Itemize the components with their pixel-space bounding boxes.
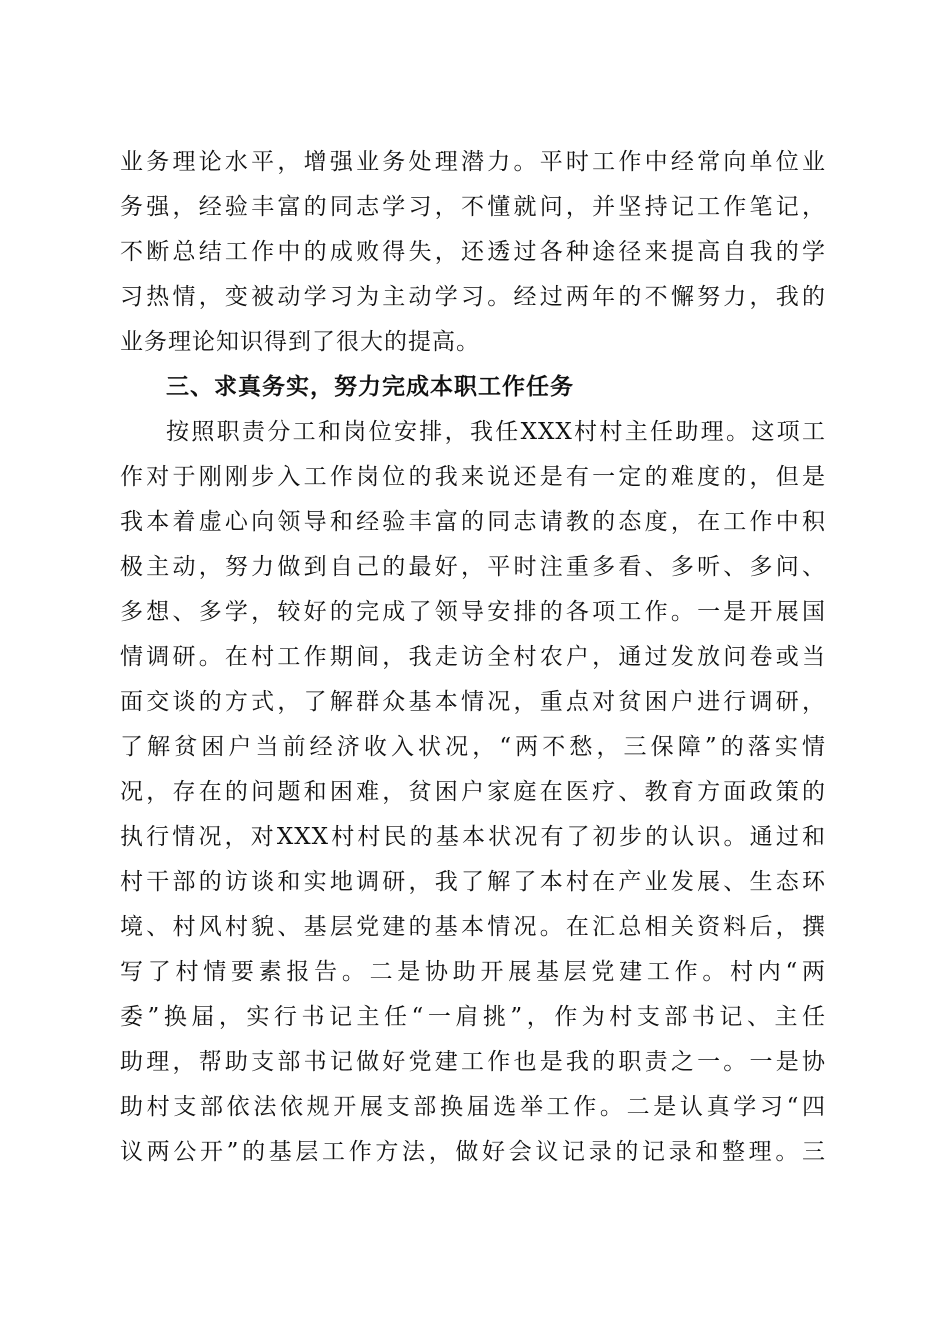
document-body	[120, 140, 826, 1175]
paragraph-line: 执行情况，对XXX村村民的基本状况有了初步的认识。通过和	[120, 824, 826, 850]
paragraph-line: 境、村风村貌、基层党建的基本情况。在汇总相关资料后，撰	[120, 914, 826, 940]
paragraph-line: 面交谈的方式，了解群众基本情况，重点对贫困户进行调研，	[120, 689, 826, 715]
paragraph-line: 按照职责分工和岗位安排，我任XXX村村主任助理。这项工	[166, 419, 826, 445]
paragraph-line: 业务理论知识得到了很大的提高。	[120, 329, 480, 355]
paragraph-line: 况，存在的问题和困难，贫困户家庭在医疗、教育方面政策的	[120, 779, 826, 805]
paragraph-line: 情调研。在村工作期间，我走访全村农户，通过发放问卷或当	[120, 644, 826, 670]
paragraph-line: 委”换届，实行书记主任“一肩挑”，作为村支部书记、主任	[120, 1004, 826, 1030]
paragraph-line: 议两公开”的基层工作方法，做好会议记录的记录和整理。三	[120, 1139, 826, 1165]
paragraph-line: 多想、多学，较好的完成了领导安排的各项工作。一是开展国	[120, 599, 826, 625]
paragraph-line: 业务理论水平，增强业务处理潜力。平时工作中经常向单位业	[120, 149, 826, 175]
paragraph-line: 助村支部依法依规开展支部换届选举工作。二是认真学习“四	[120, 1094, 826, 1120]
paragraph-line: 写了村情要素报告。二是协助开展基层党建工作。村内“两	[120, 959, 826, 985]
paragraph-line: 不断总结工作中的成败得失，还透过各种途径来提高自我的学	[120, 239, 826, 265]
paragraph-line: 我本着虚心向领导和经验丰富的同志请教的态度，在工作中积	[120, 509, 826, 535]
paragraph-line: 助理，帮助支部书记做好党建工作也是我的职责之一。一是协	[120, 1049, 826, 1075]
section-heading: 三、求真务实，努力完成本职工作任务	[166, 374, 574, 400]
paragraph-line: 极主动，努力做到自己的最好，平时注重多看、多听、多问、	[120, 554, 826, 580]
paragraph-line: 习热情，变被动学习为主动学习。经过两年的不懈努力，我的	[120, 284, 826, 310]
paragraph-line: 务强，经验丰富的同志学习，不懂就问，并坚持记工作笔记，	[120, 194, 826, 220]
paragraph-line: 村干部的访谈和实地调研，我了解了本村在产业发展、生态环	[120, 869, 826, 895]
paragraph-line: 了解贫困户当前经济收入状况，“两不愁，三保障”的落实情	[120, 734, 826, 760]
paragraph-line: 作对于刚刚步入工作岗位的我来说还是有一定的难度的，但是	[120, 464, 826, 490]
